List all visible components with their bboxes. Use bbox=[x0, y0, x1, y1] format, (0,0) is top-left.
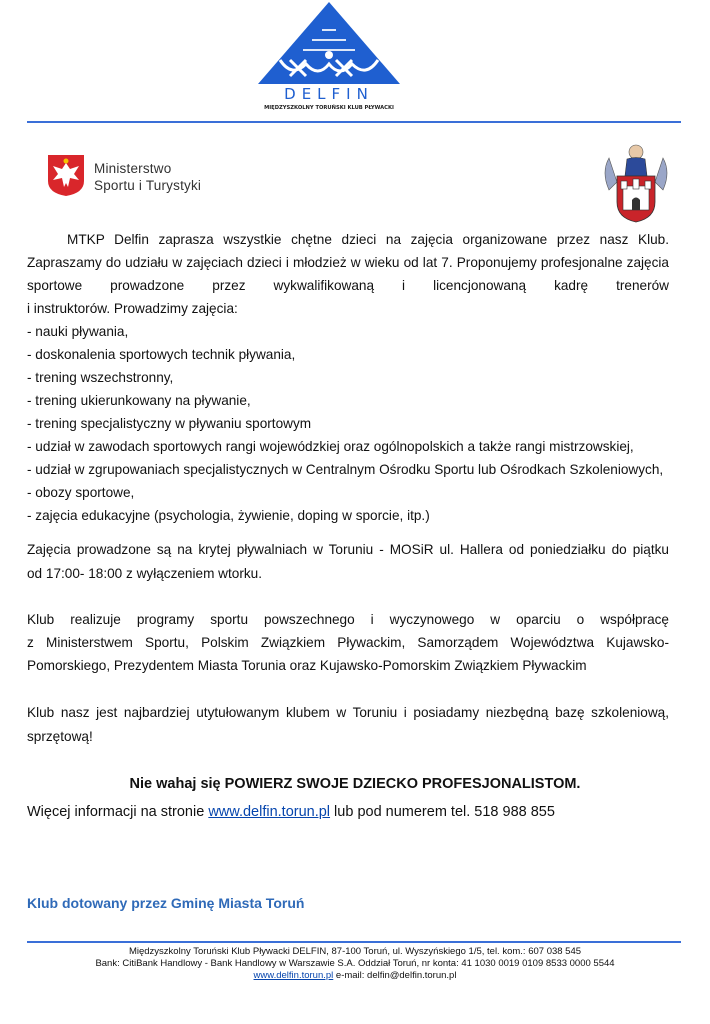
programs-line-1: Klub realizuje programy sportu powszechnego i wyczynowego w oparciu o współpracę bbox=[27, 612, 669, 627]
website-link[interactable]: www.delfin.torun.pl bbox=[208, 804, 331, 820]
schedule-line-1: Zajęcia prowadzone są na krytej pływalniach w Toruniu - MOSiR ul. Hallera od poniedziałku do piątku bbox=[27, 542, 669, 557]
activity-item: - obozy sportowe, bbox=[27, 485, 135, 500]
contact-text-before: Więcej informacji na stronie bbox=[27, 804, 209, 820]
programs-line-3: Pomorskiego, Prezydentem Miasta Torunia oraz Kujawsko-Pomorskim Związkiem Pływackim bbox=[27, 658, 587, 673]
titled-line-1: Klub nasz jest najbardziej utytułowanym klubem w Toruniu i posiadamy niezbędną bazę szkoleniową, bbox=[27, 705, 669, 720]
activity-item: - udział w zgrupowaniach specjalistycznych w Centralnym Ośrodku Sportu lub Ośrodkach Szkoleniowych, bbox=[27, 462, 664, 477]
footer-bank: Bank: CitiBank Handlowy - Bank Handlowy w Warszawie S.A. Oddział Toruń, nr konta: 41 1030 0019 0109 8533 0000 5544 bbox=[95, 958, 615, 969]
contact-text-after: lub pod numerem tel. 518 988 855 bbox=[330, 804, 555, 820]
activity-item: - nauki pływania, bbox=[27, 324, 129, 339]
header-divider bbox=[27, 121, 681, 123]
activity-item: - trening ukierunkowany na pływanie, bbox=[27, 393, 251, 408]
intro-line-3: sportowe prowadzone przez wykwalifikowaną i licencjonowaną kadrę trenerów bbox=[27, 278, 669, 293]
torun-coat-of-arms bbox=[603, 142, 669, 224]
intro-line-1: MTKP Delfin zaprasza wszystkie chętne dzieci na zajęcia organizowane przez nasz Klub. bbox=[67, 232, 669, 247]
slogan-prefix: Nie wahaj się bbox=[129, 776, 225, 792]
intro-line-4: i instruktorów. Prowadzimy zajęcia: bbox=[27, 301, 238, 316]
slogan bbox=[0, 776, 710, 792]
footer-email: e-mail: delfin@delfin.torun.pl bbox=[333, 970, 457, 981]
delfin-club-logo bbox=[250, 0, 408, 112]
activity-item: - trening wszechstronny, bbox=[27, 370, 174, 385]
slogan-emphasis: POWIERZ SWOJE DZIECKO PROFESJONALISTOM. bbox=[224, 776, 581, 792]
intro-line-2: Zapraszamy do udziału w zajęciach dzieci i młodzież w wieku od lat 7. Proponujemy profesjonalne zajęcia bbox=[27, 255, 669, 270]
activity-item: - doskonalenia sportowych technik pływania, bbox=[27, 347, 296, 362]
programs-line-2: z Ministerstwem Sportu, Polskim Związkiem Pływackim, Samorządem Województwa Kujawsko- bbox=[27, 635, 669, 650]
titled-line-2: sprzętową! bbox=[27, 729, 93, 744]
ministry-name-line1: Ministerstwo bbox=[94, 161, 172, 176]
schedule-line-2: od 17:00- 18:00 z wyłączeniem wtorku. bbox=[27, 566, 262, 581]
contact-sentence bbox=[27, 804, 555, 820]
footer-contact bbox=[0, 970, 710, 981]
polish-eagle-emblem bbox=[46, 153, 86, 197]
funding-note: Klub dotowany przez Gminę Miasta Toruń bbox=[27, 895, 305, 911]
footer-divider bbox=[27, 941, 681, 943]
activity-item: - trening specjalistyczny w pływaniu sportowym bbox=[27, 416, 312, 431]
footer-website-link[interactable]: www.delfin.torun.pl bbox=[253, 970, 334, 981]
logo-wordmark: DELFIN bbox=[284, 85, 374, 103]
logo-subtitle: MIĘDZYSZKOLNY TORUŃSKI KLUB PŁYWACKI bbox=[264, 105, 394, 111]
footer-address: Międzyszkolny Toruński Klub Pływacki DELFIN, 87-100 Toruń, ul. Wyszyńskiego 1/5, tel. kom.: 607 038 545 bbox=[128, 946, 582, 957]
ministry-name-line2: Sportu i Turystyki bbox=[94, 178, 202, 193]
activity-item: - udział w zawodach sportowych rangi wojewódzkiej oraz ogólnopolskich a także rangi mistrzowskiej, bbox=[27, 439, 634, 454]
activity-item: - zajęcia edukacyjne (psychologia, żywienie, doping w sporcie, itp.) bbox=[27, 508, 430, 523]
